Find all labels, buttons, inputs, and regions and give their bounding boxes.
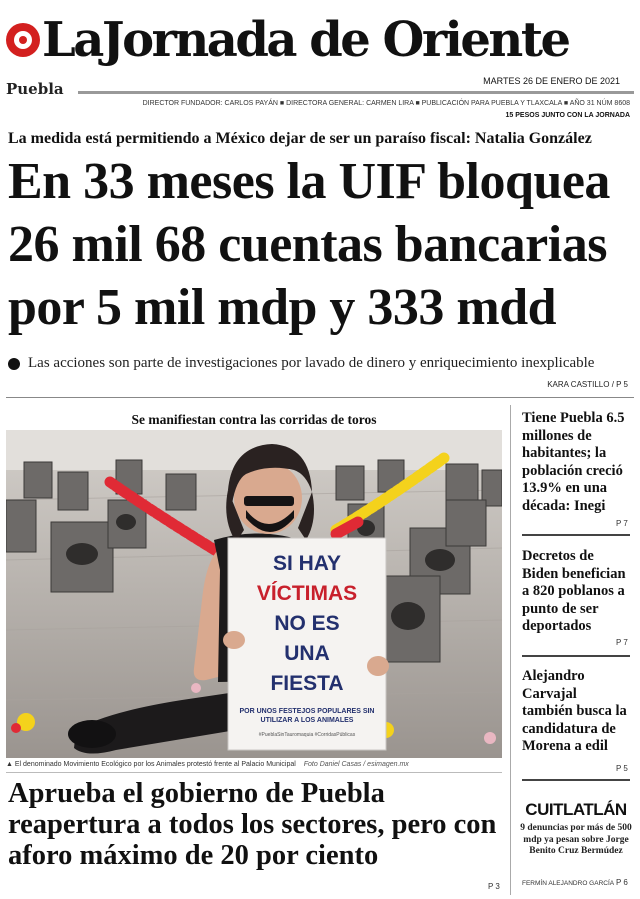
sidebar-story-inegi[interactable]: Tiene Puebla 6.5 millones de habitantes; la población creció 13.9% en una década: Inegi	[522, 410, 625, 514]
caption-text: ▲ El denominado Movimiento Ecológico por los Animales protestó frente al Palacio Municipal	[6, 761, 296, 768]
page-ref: P 6	[616, 878, 628, 887]
headline-line: En 33 meses la UIF bloquea	[8, 153, 610, 210]
edition-bar	[6, 76, 634, 100]
divider	[522, 534, 630, 536]
divider	[6, 772, 502, 773]
issue-date: MARTES 26 DE ENERO DE 2021	[479, 76, 624, 86]
masthead	[6, 4, 634, 76]
headline-line: 26 mil 68 cuentas bancarias	[8, 216, 607, 273]
sign-line-1: SI HAY	[272, 552, 342, 575]
sign-line-5: FIESTA	[270, 672, 344, 695]
lead-kicker: La medida está permitiendo a México dejar de ser un paraíso fiscal: Natalia González	[8, 130, 592, 147]
sign-hashtags: #PueblaSinTauromaquia #CorridasPúblicas	[258, 732, 356, 738]
sign-small-text: POR UNOS FESTEJOS POPULARES SIN UTILIZAR A LOS ANIMALES	[239, 708, 375, 724]
sign-line-4: UNA	[284, 642, 330, 665]
divider	[6, 397, 634, 398]
divider	[522, 655, 630, 657]
reopening-headline[interactable]: Aprueba el gobierno de Puebla reapertura a todos los sectores, pero con aforo máximo de 20 por ciento	[8, 778, 497, 871]
headline-line: por 5 mil mdp y 333 mdd	[8, 279, 557, 336]
sidebar-story-biden[interactable]: Decretos de Biden benefician a 820 poblanos a punto de ser deportados	[522, 548, 626, 634]
lead-byline: KARA CASTILLO / P 5	[547, 380, 628, 389]
masthead-credits: DIRECTOR FUNDADOR: CARLOS PAYÁN ■ DIRECTORA GENERAL: CARMEN LIRA ■ PUBLICACIÓN PARA PUEBLA Y TLAXCALA ■ AÑO 31 NÚM 8608	[142, 100, 630, 107]
lead-headline[interactable]	[8, 150, 632, 339]
column-summary: 9 denuncias por más de 500 mdp ya pesan sobre Jorge Benito Cruz Bermúdez	[520, 823, 632, 856]
column-byline: FERMÍN ALEJANDRO GARCÍA	[522, 880, 615, 887]
newspaper-logo[interactable]: LaJornada de Oriente	[42, 12, 569, 68]
protest-photo[interactable]	[6, 430, 502, 758]
divider	[78, 91, 634, 94]
bullet-icon	[8, 358, 20, 370]
column-divider	[510, 405, 511, 895]
page-ref: P 3	[488, 882, 500, 891]
page-ref: P 5	[616, 764, 628, 773]
price-note: 15 PESOS JUNTO CON LA JORNADA	[505, 112, 630, 119]
sign-line-2: VÍCTIMAS	[256, 582, 358, 605]
page-ref: P 7	[616, 519, 628, 528]
logo-icon	[6, 23, 40, 57]
edition-name: Puebla	[6, 80, 64, 98]
sidebar-story-carvajal[interactable]: Alejandro Carvajal también busca la candidatura de Morena a edil	[522, 668, 627, 754]
photo-credit: Foto Daniel Casas / esimagen.mx	[303, 761, 409, 768]
divider	[522, 779, 630, 781]
page-ref: P 7	[616, 638, 628, 647]
photo-heading[interactable]: Se manifiestan contra las corridas de toros	[131, 412, 377, 427]
sign-line-3: NO ES	[274, 612, 340, 635]
photo-illustration	[6, 430, 502, 758]
column-title[interactable]: CUITLATLÁN	[525, 800, 627, 819]
deck-text: Las acciones son parte de investigaciones por lavado de dinero y enriquecimiento inexplicable	[28, 355, 595, 371]
photo-caption	[6, 761, 502, 768]
lead-deck	[8, 355, 632, 372]
